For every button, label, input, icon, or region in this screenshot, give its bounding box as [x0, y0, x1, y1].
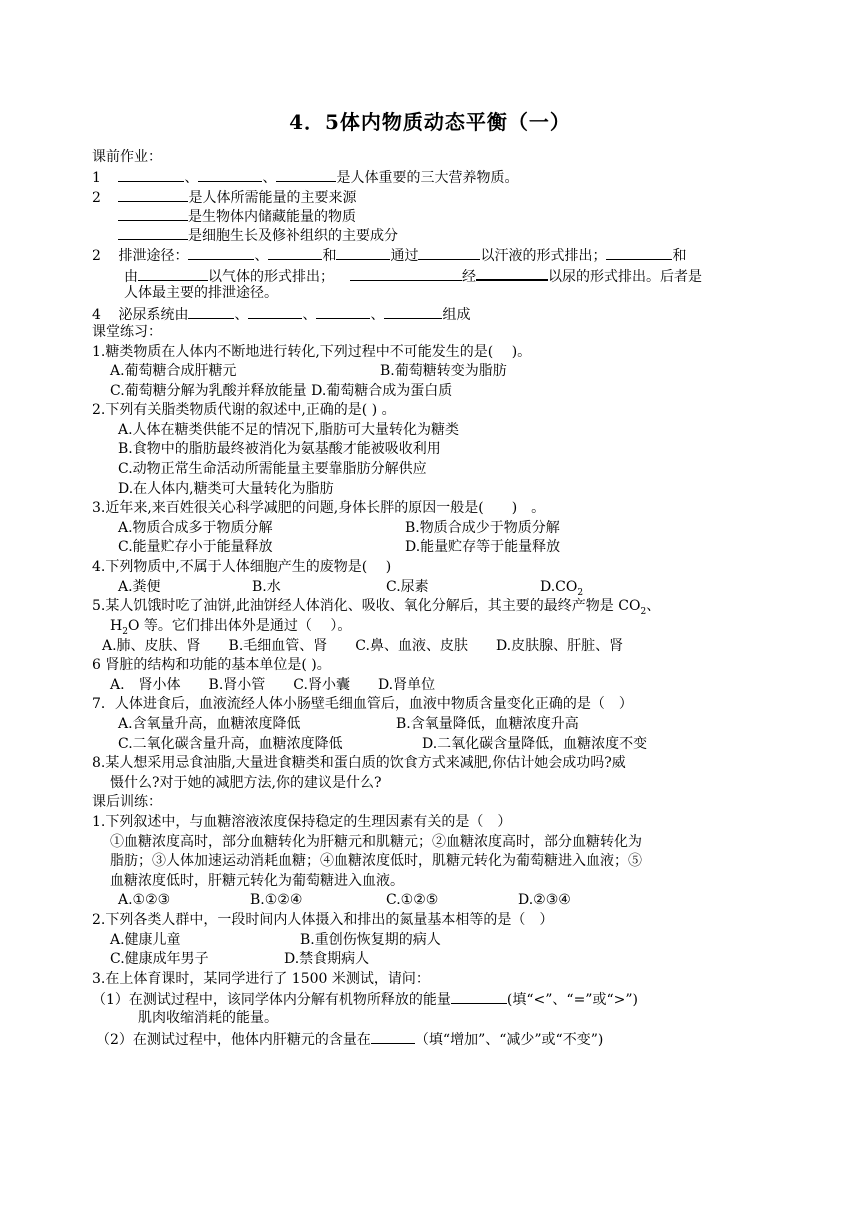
option-b: B.重创伤恢复期的病人 [300, 932, 441, 948]
question-number: 1 [92, 170, 101, 186]
blank [384, 304, 442, 319]
option-c: C.动物正常生命活动所需能量主要靠脂肪分解供应 [118, 461, 427, 477]
class-question-6: 6 肾脏的结构和功能的基本单位是( )。 [92, 657, 331, 673]
post-question-1-line3: 血糖浓度低时，肝糖元转化为葡萄糖进入血液。 [110, 873, 404, 889]
option-cd: C.葡萄糖分解为乳酸并释放能量 D.葡萄糖合成为蛋白质 [110, 383, 453, 399]
option-b: B.食物中的脂肪最终被消化为氨基酸才能被吸收利用 [118, 441, 441, 457]
blank [476, 265, 548, 281]
question-number: 2 [92, 248, 101, 264]
option-d: D.能量贮存等于能量释放 [405, 539, 561, 555]
pre-question-4: 4 泌尿系统由 、 、 、 组成 [92, 304, 470, 325]
blank [188, 304, 234, 319]
blank [350, 266, 462, 281]
class-question-5: 5.某人饥饿时吃了油饼,此油饼经人体消化、吸收、氧化分解后，其主要的最终产物是 $CO_2$、 [92, 598, 661, 617]
post-question-1: 1.下列叙述中，与血糖溶液浓度保持稳定的生理因素有关的是（ ） [92, 814, 512, 830]
class-question-3: 3.近年来,来百姓很关心科学减肥的问题,身体长胖的原因一般是( ) 。 [92, 500, 546, 516]
post-question-3: 3.在上体育课时，某同学进行了 1500 米测试，请问： [92, 971, 430, 987]
pre-heading: 课前作业： [92, 149, 162, 165]
option-d: D.二氧化碳含量降低，血糖浓度不变 [422, 736, 648, 752]
blank [268, 245, 322, 260]
blank [316, 304, 370, 319]
option-d: $D.CO_2$ [540, 579, 584, 598]
class-question-6-options: A. 肾小体 B.肾小管 C.肾小囊 D.肾单位 [110, 677, 436, 693]
blank [118, 167, 184, 182]
page-title: 4．5体内物质动态平衡（一） [289, 110, 571, 134]
option-a: A.粪便 [118, 579, 161, 595]
class-question-5b: $H_2O$ 等。它们排出体外是通过（ ）。 [110, 618, 352, 637]
option-a: A.葡萄糖合成肝糖元 [110, 363, 237, 379]
class-question-1: 1.糖类物质在人体内不断地进行转化,下列过程中不可能发生的是( )。 [92, 344, 532, 360]
class-question-8b: 慑什么?对于她的减肥方法,你的建议是什么? [110, 775, 382, 791]
blank [451, 989, 507, 1004]
blank [118, 225, 188, 240]
option-d: D.在人体内,糖类可大量转化为脂肪 [118, 481, 334, 497]
pre-question-2c: 是细胞生长及修补组织的主要成分 [118, 225, 398, 246]
blank [606, 245, 672, 260]
blank [336, 245, 390, 260]
class-question-4: 4.下列物质中,不属于人体细胞产生的废物是( ) [92, 559, 392, 575]
class-question-7: 7．人体进食后，血液流经人体小肠壁毛细血管后，血液中物质含量变化正确的是（ ） [92, 696, 633, 712]
post-question-1-line2: 脂肪；③人体加速运动消耗血糖；④血糖浓度低时，肌糖元转化为葡萄糖进入血液；⑤ [110, 853, 642, 869]
option-c: C.尿素 [386, 579, 429, 595]
blank [248, 304, 302, 319]
pre-question-3: 2 排泄途径： 、 和 通过 以汗液的形式排出； 和 [92, 245, 686, 266]
option-c: C.①②⑤ [386, 892, 439, 908]
blank [138, 266, 208, 281]
option-c: C.健康成年男子 [110, 951, 209, 967]
class-question-8: 8.某人想采用忌食油脂,大量进食糖类和蛋白质的饮食方式来减肥,你估计她会成功吗?威 [92, 755, 626, 771]
option-a: A.①②③ [118, 892, 171, 908]
option-a: A.含氧量升高，血糖浓度降低 [118, 716, 301, 732]
option-a: A.物质合成多于物质分解 [118, 520, 273, 536]
post-question-3-part1b: 肌肉收缩消耗的能量。 [138, 1010, 278, 1026]
question-number: 4 [92, 307, 101, 323]
post-question-1-line1: ①血糖浓度高时，部分血糖转化为肝糖元和肌糖元；②血糖浓度高时，部分血糖转化为 [110, 834, 642, 850]
option-b: B.葡萄糖转变为脂肪 [380, 363, 507, 379]
pre-question-3c: 人体最主要的排泄途径。 [124, 285, 278, 301]
option-a: A.人体在糖类供能不足的情况下,脂肪可大量转化为糖类 [118, 422, 460, 438]
option-d: D.②③④ [518, 892, 571, 908]
blank [118, 206, 188, 221]
class-question-2: 2.下列有关脂类物质代谢的叙述中,正确的是( ) 。 [92, 402, 396, 418]
blank [276, 167, 336, 182]
option-b: B.水 [252, 579, 281, 595]
post-question-2: 2.下列各类人群中，一段时间内人体摄入和排出的氮量基本相等的是（ ） [92, 912, 554, 928]
option-b: B.①②④ [250, 892, 303, 908]
post-question-3-part1: （1）在测试过程中，该同学体内分解有机物所释放的能量 (填“<”、“=”或“>”) [92, 989, 638, 1010]
blank [418, 245, 480, 260]
blank [188, 245, 254, 260]
option-c: C.二氧化碳含量升高，血糖浓度降低 [118, 736, 343, 752]
option-b: B.物质合成少于物质分解 [405, 520, 560, 536]
class-question-5-options: A.肺、皮肤、肾 B.毛细血管、肾 C.鼻、血液、皮肤 D.皮肤腺、肝脏、肾 [102, 638, 624, 654]
pre-question-2: 2 是人体所需能量的主要来源 [92, 187, 356, 208]
post-heading: 课后训练： [92, 794, 162, 810]
option-d: D.禁食期病人 [284, 951, 370, 967]
pre-question-3b: 由 以气体的形式排出； 经 以尿的形式排出。后者是 [124, 265, 702, 287]
blank [118, 187, 188, 202]
pre-question-2b: 是生物体内储藏能量的物质 [118, 206, 356, 227]
option-a: A.健康儿童 [110, 932, 181, 948]
question-number: 2 [92, 190, 101, 206]
post-question-3-part2: （2）在测试过程中，他体内肝糖元的含量在 （填“增加”、“减少”或“不变”) [96, 1029, 603, 1050]
blank [198, 167, 262, 182]
option-b: B.含氧量降低，血糖浓度升高 [396, 716, 579, 732]
blank [371, 1029, 415, 1044]
pre-question-1: 1 、 、 是人体重要的三大营养物质。 [92, 167, 518, 188]
class-heading: 课堂练习： [92, 324, 162, 340]
option-c: C.能量贮存小于能量释放 [118, 539, 273, 555]
